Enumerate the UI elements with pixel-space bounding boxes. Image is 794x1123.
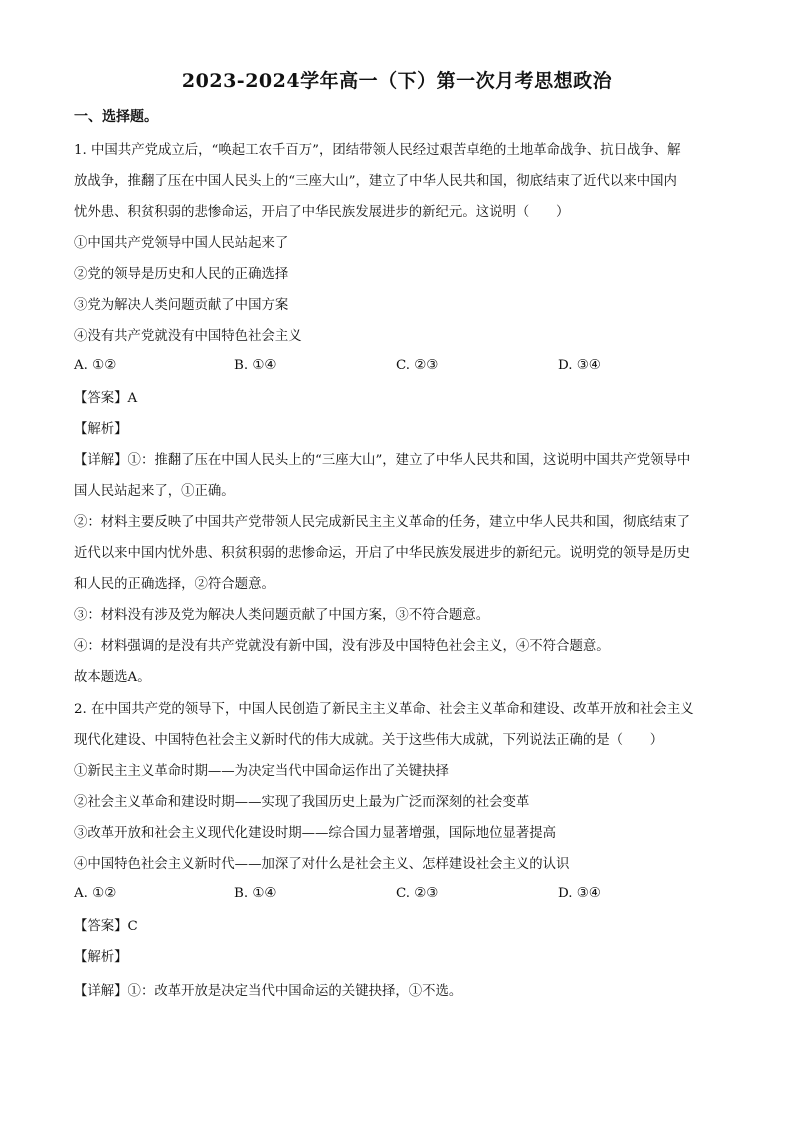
q1-detail-line: ③：材料没有涉及党为解决人类问题贡献了中国方案，③不符合题意。 bbox=[74, 608, 490, 623]
q1-option-a: A. ①② bbox=[74, 358, 117, 373]
q1-detail-line: 和人民的正确选择，②符合题意。 bbox=[74, 577, 275, 592]
q2-answer: 【答案】C bbox=[74, 919, 138, 934]
q1-stem-line: 忧外患、积贫积弱的悲惨命运，开启了中华民族发展进步的新纪元。这说明（ ） bbox=[74, 205, 570, 220]
q1-choice-item: ①中国共产党领导中国人民站起来了 bbox=[74, 236, 289, 251]
q1-detail-line: 国人民站起来了，①正确。 bbox=[74, 484, 235, 499]
q2-option-b: B. ①④ bbox=[234, 886, 277, 901]
q2-choice-item: ①新民主主义革命时期——为决定当代中国命运作出了关键抉择 bbox=[74, 764, 449, 779]
q1-option-b: B. ①④ bbox=[234, 358, 277, 373]
q2-option-d: D. ③④ bbox=[558, 886, 601, 901]
q1-detail-line: 【详解】①：推翻了压在中国人民头上的“三座大山”，建立了中华人民共和国，这说明中国共产党领导中 bbox=[74, 453, 691, 468]
q1-analysis-heading: 【解析】 bbox=[74, 422, 128, 437]
q1-answer: 【答案】A bbox=[74, 391, 138, 406]
q1-option-d: D. ③④ bbox=[558, 358, 601, 373]
q1-options bbox=[74, 358, 724, 378]
q2-choice-item: ②社会主义革命和建设时期——实现了我国历史上最为广泛而深刻的社会变革 bbox=[74, 795, 530, 810]
q1-detail-line: 故本题选A。 bbox=[74, 670, 151, 685]
q2-analysis-heading: 【解析】 bbox=[74, 950, 128, 965]
q1-detail-line: ②：材料主要反映了中国共产党带领人民完成新民主主义革命的任务，建立中华人民共和国，彻底结束了 bbox=[74, 515, 690, 530]
q2-choice-item: ③改革开放和社会主义现代化建设时期——综合国力显著增强，国际地位显著提高 bbox=[74, 826, 557, 841]
q1-detail-line: ④：材料强调的是没有共产党就没有新中国，没有涉及中国特色社会主义，④不符合题意。 bbox=[74, 639, 610, 654]
q1-detail-line: 近代以来中国内忧外患、积贫积弱的悲惨命运，开启了中华民族发展进步的新纪元。说明党的领导是历史 bbox=[74, 546, 690, 561]
section-heading: 一、选择题。 bbox=[74, 109, 158, 125]
q1-choice-item: ②党的领导是历史和人民的正确选择 bbox=[74, 267, 289, 282]
q1-stem-line: 放战争，推翻了压在中国人民头上的“三座大山”，建立了中华人民共和国，彻底结束了近代以来中国内 bbox=[74, 174, 677, 189]
q2-options bbox=[74, 886, 724, 906]
q2-stem-line: 现代化建设、中国特色社会主义新时代的伟大成就。关于这些伟大成就，下列说法正确的是（ ） bbox=[74, 733, 664, 748]
q2-option-c: C. ②③ bbox=[396, 886, 439, 901]
q2-choice-item: ④中国特色社会主义新时代——加深了对什么是社会主义、怎样建设社会主义的认识 bbox=[74, 857, 570, 872]
q2-option-a: A. ①② bbox=[74, 886, 117, 901]
q2-stem-line: 2. 在中国共产党的领导下，中国人民创造了新民主主义革命、社会主义革命和建设、改革开放和社会主义 bbox=[74, 702, 694, 717]
page-title: 2023-2024学年高一（下）第一次月考思想政治 bbox=[181, 70, 613, 92]
q1-choice-item: ④没有共产党就没有中国特色社会主义 bbox=[74, 329, 302, 344]
q1-choice-item: ③党为解决人类问题贡献了中国方案 bbox=[74, 298, 289, 313]
q2-detail-line: 【详解】①：改革开放是决定当代中国命运的关键抉择，①不选。 bbox=[74, 984, 463, 999]
q1-stem-line: 1. 中国共产党成立后，“唤起工农千百万”，团结带领人民经过艰苦卓绝的土地革命战争、抗日战争、解 bbox=[74, 143, 681, 158]
q1-option-c: C. ②③ bbox=[396, 358, 439, 373]
